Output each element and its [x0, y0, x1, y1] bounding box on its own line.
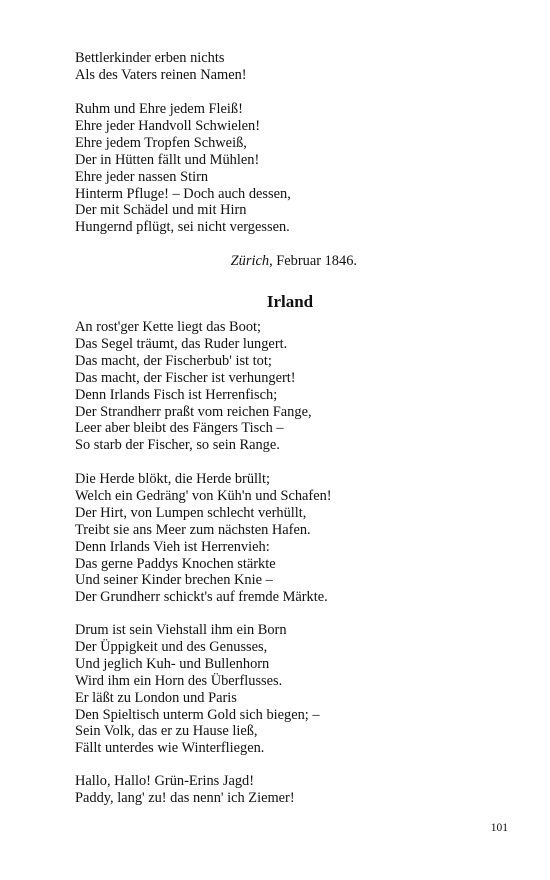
verse-line: An rost'ger Kette liegt das Boot;	[75, 319, 262, 335]
poem2-title: Irland	[266, 292, 314, 311]
verse-line: Hinterm Pfluge! – Doch auch dessen,	[75, 185, 291, 202]
page-number: 101	[490, 822, 508, 834]
verse-line: Ehre jeder Handvoll Schwielen!	[75, 117, 261, 134]
verse-line: So starb der Fischer, so sein Range.	[75, 437, 280, 454]
verse-line: Und seiner Kinder brechen Knie –	[75, 572, 273, 589]
verse-line: Der mit Schädel und mit Hirn	[75, 202, 247, 219]
verse-line: Der in Hütten fällt und Mühlen!	[75, 151, 260, 168]
verse-line: Das gerne Paddys Knochen stärkte	[75, 555, 276, 572]
verse-line: Als des Vaters reinen Namen!	[75, 66, 247, 83]
verse-line: Drum ist sein Viehstall ihm ein Born	[75, 622, 287, 638]
poem2-stanza-4	[75, 773, 495, 807]
poem1-stanza-2	[75, 101, 495, 236]
verse-line: Fällt unterdes wie Winterfliegen.	[75, 740, 265, 757]
verse-line: Das Segel träumt, das Ruder lungert.	[75, 335, 288, 352]
poem2-stanza-3	[75, 622, 495, 757]
verse-line: Er läßt zu London und Paris	[75, 689, 237, 706]
verse-line: Ehre jeder nassen Stirn	[75, 168, 209, 185]
verse-line: Das macht, der Fischerbub' ist tot;	[75, 352, 272, 369]
verse-line: Paddy, lang' zu! das nenn' ich Ziemer!	[75, 789, 295, 806]
verse-line: Denn Irlands Vieh ist Herrenvieh:	[75, 538, 270, 555]
verse-line: Ehre jedem Tropfen Schweiß,	[75, 134, 247, 151]
verse-line: Und jeglich Kuh- und Bullenhorn	[75, 655, 270, 672]
verse-line: Hungernd pflügt, sei nicht vergessen.	[75, 219, 290, 236]
verse-line: Der Strandherr praßt vom reichen Fange,	[75, 403, 312, 420]
verse-line: Wird ihm ein Horn des Überflusses.	[75, 672, 283, 689]
poem2-stanza-2	[75, 471, 495, 606]
verse-line: Den Spieltisch unterm Gold sich biegen; –	[75, 706, 320, 723]
verse-line: Der Hirt, von Lumpen schlecht verhüllt,	[75, 504, 307, 521]
verse-line: Treibt sie ans Meer zum nächsten Hafen.	[75, 521, 311, 538]
dateline-date: , Februar 1846.	[269, 253, 357, 269]
verse-line: Die Herde blökt, die Herde brüllt;	[75, 471, 271, 487]
poem2-stanza-1	[75, 319, 495, 454]
poem1-stanza-1	[75, 50, 495, 84]
verse-line: Hallo, Hallo! Grün-Erins Jagd!	[75, 773, 255, 789]
verse-line: Das macht, der Fischer ist verhungert!	[75, 369, 296, 386]
dateline-place: Zürich	[230, 253, 270, 269]
verse-line: Welch ein Gedräng' von Küh'n und Schafen!	[75, 487, 332, 504]
verse-line: Leer aber bleibt des Fängers Tisch –	[75, 420, 284, 437]
verse-line: Der Üppigkeit und des Genusses,	[75, 638, 268, 655]
poem1-dateline	[75, 253, 357, 270]
verse-line: Bettlerkinder erben nichts	[75, 50, 225, 66]
verse-line: Sein Volk, das er zu Hause ließ,	[75, 723, 258, 740]
verse-line: Ruhm und Ehre jedem Fleiß!	[75, 101, 243, 117]
verse-line: Der Grundherr schickt's auf fremde Märkte.	[75, 589, 328, 606]
verse-line: Denn Irlands Fisch ist Herrenfisch;	[75, 386, 278, 403]
